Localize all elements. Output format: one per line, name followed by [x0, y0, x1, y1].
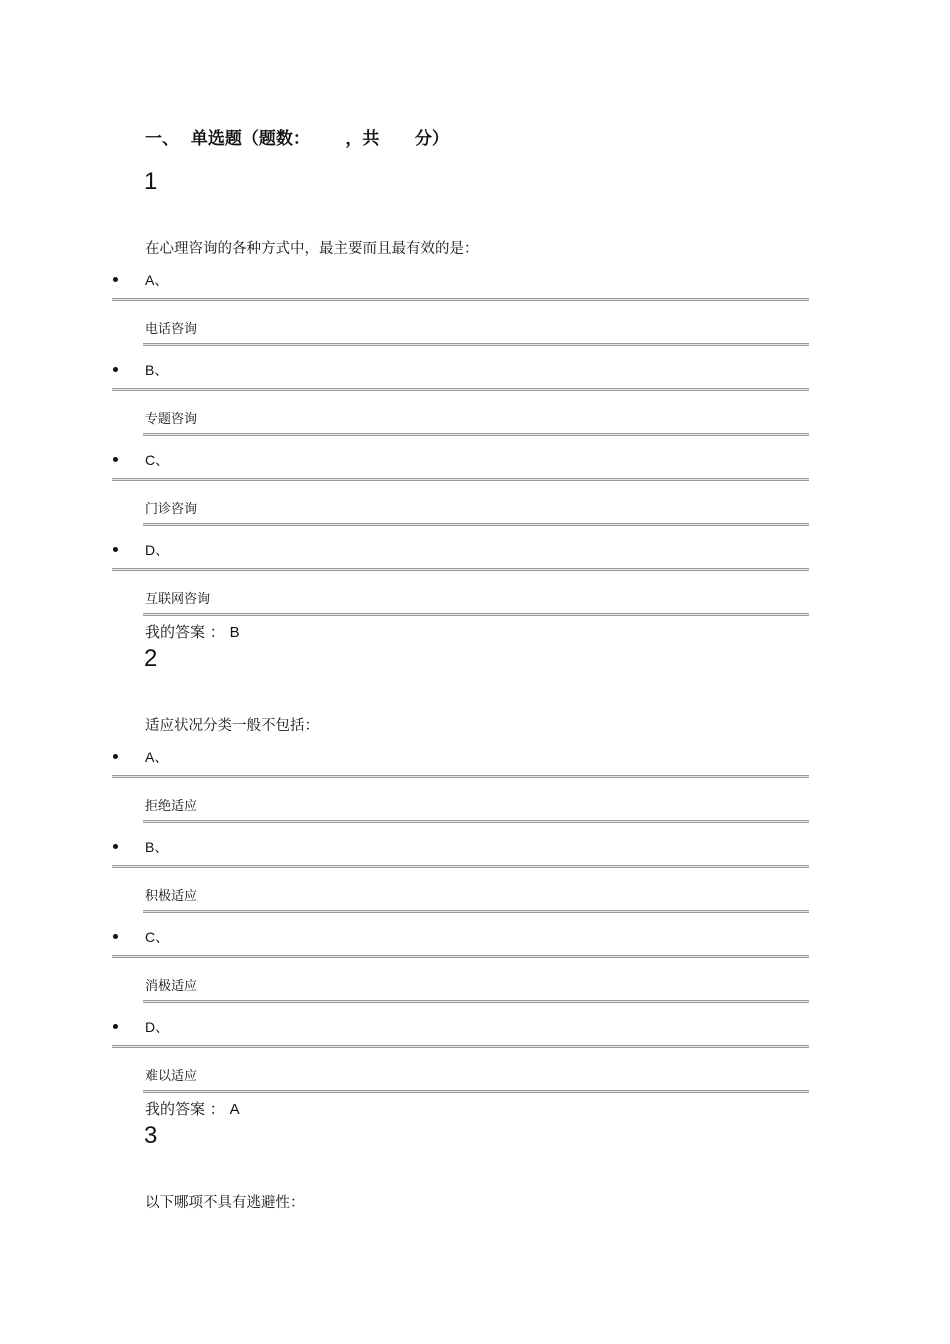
divider [112, 775, 809, 778]
my-answer [145, 1098, 240, 1119]
divider [112, 865, 809, 868]
divider [143, 820, 809, 823]
bullet-icon [113, 754, 118, 759]
answer-prefix: 我的答案 ： [145, 1100, 225, 1118]
divider [143, 613, 809, 616]
bullet-icon [113, 367, 118, 372]
divider [112, 298, 809, 301]
question-number: 1 [144, 168, 158, 195]
my-answer [145, 621, 240, 642]
question-text: 在心理咨询的各种方式中，最主要而且最有效的是： [145, 241, 479, 257]
divider [143, 1000, 809, 1003]
option-text-d: 互联网咨询 [145, 592, 211, 607]
section-title: 一、 单选题（题数： ，共 分） [145, 129, 449, 149]
divider [112, 955, 809, 958]
bullet-icon [113, 457, 118, 462]
divider [112, 478, 809, 481]
divider [112, 388, 809, 391]
question-text: 以下哪项不具有逃避性： [145, 1195, 305, 1211]
bullet-icon [113, 1024, 118, 1029]
bullet-icon [113, 844, 118, 849]
divider [143, 433, 809, 436]
option-text-c: 门诊咨询 [145, 502, 198, 517]
option-label-d: D、 [145, 542, 170, 558]
option-text-c: 消极适应 [145, 979, 198, 994]
divider [112, 568, 809, 571]
answer-prefix: 我的答案 ： [145, 623, 225, 641]
divider [143, 1090, 809, 1093]
bullet-icon [113, 934, 118, 939]
divider [112, 1045, 809, 1048]
option-text-a: 电话咨询 [145, 322, 198, 337]
option-text-a: 拒绝适应 [145, 799, 198, 814]
question-number: 2 [144, 645, 158, 672]
question-number: 3 [144, 1122, 158, 1149]
answer-value: A [229, 1101, 240, 1118]
option-text-b: 专题咨询 [145, 412, 198, 427]
divider [143, 910, 809, 913]
divider [143, 523, 809, 526]
bullet-icon [113, 277, 118, 282]
option-label-c: C、 [145, 929, 170, 945]
answer-value: B [229, 624, 240, 641]
option-label-d: D、 [145, 1019, 170, 1035]
option-label-c: C、 [145, 452, 170, 468]
option-label-a: A、 [145, 272, 169, 288]
divider [143, 343, 809, 346]
option-label-b: B、 [145, 362, 169, 378]
option-text-d: 难以适应 [145, 1069, 198, 1084]
question-text: 适应状况分类一般不包括： [145, 718, 319, 734]
option-label-a: A、 [145, 749, 169, 765]
option-label-b: B、 [145, 839, 169, 855]
option-text-b: 积极适应 [145, 889, 198, 904]
bullet-icon [113, 547, 118, 552]
